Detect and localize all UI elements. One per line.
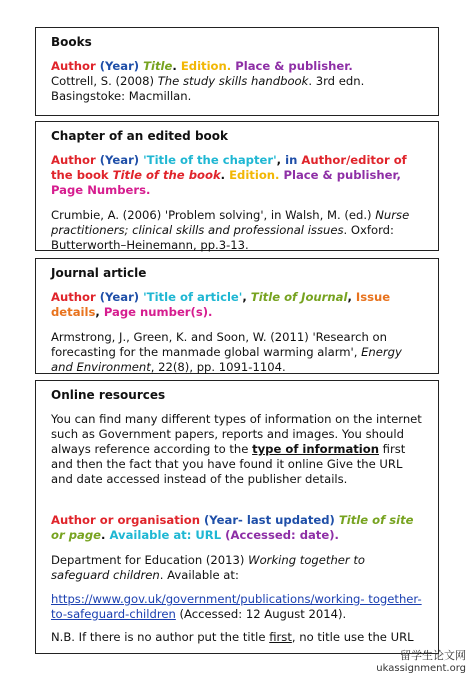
example-text: . Available at: [159, 568, 239, 582]
journal-box [35, 258, 439, 374]
format-accessed: (Accessed: date). [225, 528, 339, 542]
example-text: . Oxford: Butterworth–Heinemann, pp.3-13. [51, 223, 394, 252]
example-text: Armstrong, J., Green, K. and Soon, W. (2011) 'Research on forecasting for the manmade global warming alarm', [51, 330, 387, 359]
format-place: Place & publisher, [279, 168, 401, 182]
example-text: , 22(8), pp. 1091-1104. [150, 360, 286, 374]
intro-text: You can find many different types of information on the internet such as Government papers, reports and images. You should always reference according to the [51, 412, 422, 456]
format-edition: Edition. [180, 59, 232, 73]
format-sep: , [242, 290, 251, 304]
format-year: (Year) [99, 59, 144, 73]
format-author: Author [51, 153, 100, 167]
online-url [51, 592, 426, 622]
example-url-link[interactable]: https://www.gov.uk/government/publications/working- together-to-safeguard-children [51, 592, 422, 621]
journal-heading: Journal article [51, 266, 147, 280]
format-year: (Year) [99, 290, 144, 304]
watermark-chinese: 留学生论文网 [400, 649, 466, 662]
books-heading: Books [51, 35, 92, 49]
format-chapter-title: 'Title of the chapter' [143, 153, 277, 167]
online-nb [51, 630, 426, 645]
example-text: Cottrell, S. (2008) [51, 74, 158, 88]
example-text: Crumbie, A. (2006) 'Problem solving', in Walsh, M. (ed.) [51, 208, 376, 222]
online-format [51, 513, 426, 543]
format-sep: . [172, 59, 181, 73]
example-title: Nurse practitioners; clinical skills and professional issues [51, 208, 410, 237]
format-author: Author [51, 290, 100, 304]
chapter-example [51, 208, 426, 253]
nb-emphasis: first [269, 630, 292, 644]
chapter-heading: Chapter of an edited book [51, 129, 229, 143]
format-sep: , [276, 153, 286, 167]
format-edition: Edition. [229, 168, 280, 182]
format-title: Title [143, 59, 173, 73]
online-heading: Online resources [51, 388, 166, 402]
format-sep: . [220, 168, 230, 182]
intro-text: first and then the fact that you have found it online Give the URL and date accessed instead of the publisher details. [51, 442, 406, 486]
online-example [51, 553, 426, 583]
format-issue: Issue details [51, 290, 391, 319]
watermark [376, 649, 466, 675]
format-in: in [285, 153, 302, 167]
format-book-title: Title of the book [112, 168, 221, 182]
format-place: Place & publisher. [231, 59, 353, 73]
journal-example [51, 330, 426, 375]
watermark-url: ukassignment.org [376, 663, 466, 674]
nb-text: N.B. If there is no author put the title [51, 630, 270, 644]
intro-emphasis: type of information [252, 442, 379, 456]
example-text: . 3rd edn. Basingstoke: Macmillan. [51, 74, 365, 103]
format-article-title: 'Title of article' [143, 290, 243, 304]
example-title: Working together to safeguard children [51, 553, 366, 582]
format-editor: Author/editor of the book [51, 153, 407, 182]
online-box [35, 380, 439, 654]
books-format [51, 59, 426, 74]
accessed-text: (Accessed: 12 August 2014). [175, 607, 347, 621]
example-title: The study skills handbook [157, 74, 309, 88]
format-sep: . [101, 528, 110, 542]
format-pages: Page Numbers. [51, 183, 151, 197]
chapter-format [51, 153, 426, 198]
example-text: Department for Education (2013) [51, 553, 249, 567]
journal-format [51, 290, 426, 320]
books-example [51, 74, 426, 104]
example-title: Energy and Environment [51, 345, 402, 374]
format-year: (Year) [99, 153, 144, 167]
format-author: Author or organisation [51, 513, 204, 527]
format-pages: Page number(s). [103, 305, 213, 319]
format-sep: , [95, 305, 104, 319]
format-journal-title: Title of Journal [250, 290, 348, 304]
nb-text: , no title use the URL [291, 630, 414, 644]
format-author: Author [51, 59, 100, 73]
format-year: (Year- last updated) [204, 513, 339, 527]
books-box [35, 27, 439, 116]
format-url: Available at: URL [109, 528, 226, 542]
format-title: Title of site or page [51, 513, 414, 542]
online-intro [51, 412, 426, 487]
format-sep: , [347, 290, 356, 304]
chapter-box [35, 121, 439, 251]
